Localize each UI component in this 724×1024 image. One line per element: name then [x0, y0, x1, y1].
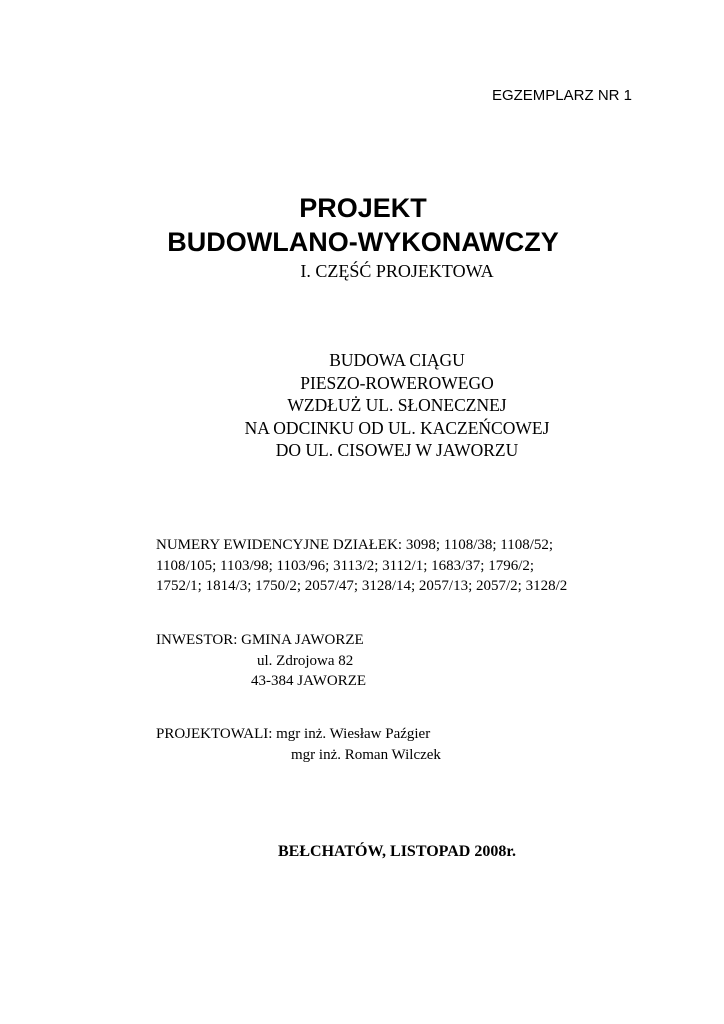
plot-numbers	[156, 535, 567, 597]
designer-2: mgr inż. Roman Wilczek	[291, 746, 441, 763]
plot-numbers-line: 1752/1; 1814/3; 1750/2; 2057/47; 3128/14; 2057/13; 2057/2; 3128/2	[156, 578, 568, 594]
investor-city: 43-384 JAWORZE	[251, 673, 367, 689]
subject-line: NA ODCINKU OD UL. KACZEŃCOWEJ	[244, 417, 550, 438]
plot-numbers-line: 1108/105; 1103/98; 1103/96; 3113/2; 3112/1; 1683/37; 1796/2;	[156, 557, 535, 574]
investor-street: ul. Zdrojowa 82	[257, 652, 354, 669]
place-and-date	[0, 842, 724, 862]
project-subject	[0, 349, 724, 462]
subject-line: BUDOWA CIĄGU	[329, 350, 465, 370]
title-part: I. CZĘŚĆ PROJEKTOWA	[300, 261, 494, 281]
investor-name: INWESTOR: GMINA JAWORZE	[156, 632, 364, 648]
copy-number: EGZEMPLARZ NR 1	[491, 87, 632, 104]
subject-line: PIESZO-ROWEROWEGO	[300, 372, 494, 393]
title-block	[0, 191, 724, 282]
title-line-2: BUDOWLANO-WYKONAWCZY	[167, 227, 559, 257]
investor-block	[156, 630, 366, 692]
title-line-1: PROJEKT	[299, 193, 427, 223]
subject-line: WZDŁUŻ UL. SŁONECZNEJ	[287, 395, 507, 415]
designer-1: PROJEKTOWALI: mgr inż. Wiesław Paźgier	[156, 726, 431, 742]
subject-line: DO UL. CISOWEJ W JAWORZU	[275, 440, 519, 460]
place-date-text: BEŁCHATÓW, LISTOPAD 2008r.	[278, 843, 516, 860]
designers-block	[156, 724, 441, 765]
plot-numbers-line: NUMERY EWIDENCYJNE DZIAŁEK: 3098; 1108/38; 1108/52;	[156, 537, 554, 553]
